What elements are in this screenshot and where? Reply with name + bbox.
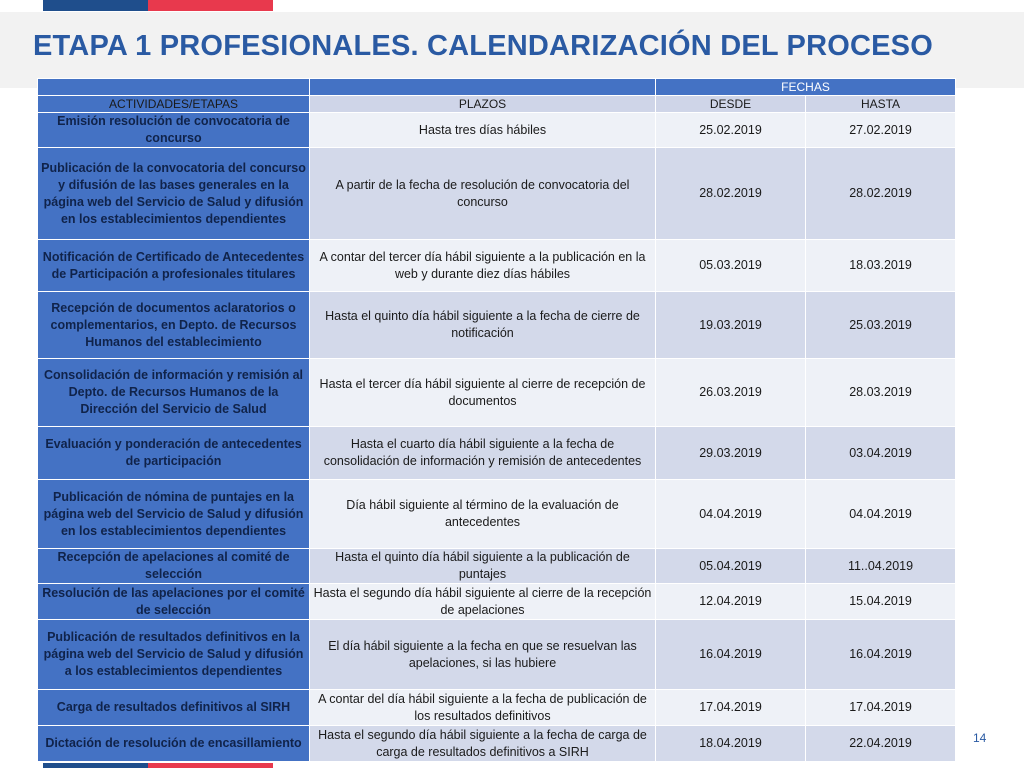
hasta-cell: 25.03.2019 xyxy=(806,292,956,359)
to-column-header: HASTA xyxy=(806,96,956,113)
activity-cell: Publicación de resultados definitivos en la página web del Servicio de Salud y difusión a los establecimientos dependientes xyxy=(38,620,310,690)
top-accent-bar-red xyxy=(148,0,273,11)
table-row xyxy=(38,292,956,359)
table-row xyxy=(38,549,956,584)
plazo-cell: A contar del día hábil siguiente a la fecha de publicación de los resultados definitivos xyxy=(310,690,656,726)
from-column-header: DESDE xyxy=(656,96,806,113)
header-blank-cell xyxy=(310,79,656,96)
desde-cell: 17.04.2019 xyxy=(656,690,806,726)
plazo-cell: Hasta el quinto día hábil siguiente a la fecha de cierre de notificación xyxy=(310,292,656,359)
table-row xyxy=(38,584,956,620)
hasta-cell: 18.03.2019 xyxy=(806,240,956,292)
activities-column-header: ACTIVIDADES/ETAPAS xyxy=(38,96,310,113)
hasta-cell: 27.02.2019 xyxy=(806,113,956,148)
desde-cell: 19.03.2019 xyxy=(656,292,806,359)
plazo-cell: Hasta el cuarto día hábil siguiente a la fecha de consolidación de información y remisión de antecedentes xyxy=(310,427,656,480)
table-column-header-row xyxy=(38,96,956,113)
slide-title: ETAPA 1 PROFESIONALES. CALENDARIZACIÓN DEL PROCESO xyxy=(33,30,933,62)
table-row xyxy=(38,726,956,762)
hasta-cell: 04.04.2019 xyxy=(806,480,956,549)
header-blank-cell xyxy=(38,79,310,96)
hasta-cell: 22.04.2019 xyxy=(806,726,956,762)
plazo-cell: A contar del tercer día hábil siguiente a la publicación en la web y durante diez días hábiles xyxy=(310,240,656,292)
activity-cell: Recepción de apelaciones al comité de selección xyxy=(38,549,310,584)
plazo-cell: Hasta tres días hábiles xyxy=(310,113,656,148)
activity-cell: Emisión resolución de convocatoria de concurso xyxy=(38,113,310,148)
table-row xyxy=(38,480,956,549)
table-row xyxy=(38,620,956,690)
table-row xyxy=(38,148,956,240)
desde-cell: 05.04.2019 xyxy=(656,549,806,584)
table-row xyxy=(38,240,956,292)
desde-cell: 12.04.2019 xyxy=(656,584,806,620)
top-accent-bar-blue xyxy=(43,0,148,11)
plazo-cell: Hasta el quinto día hábil siguiente a la publicación de puntajes xyxy=(310,549,656,584)
desde-cell: 04.04.2019 xyxy=(656,480,806,549)
table-row xyxy=(38,427,956,480)
desde-cell: 25.02.2019 xyxy=(656,113,806,148)
plazo-cell: Hasta el tercer día hábil siguiente al cierre de recepción de documentos xyxy=(310,359,656,427)
deadlines-column-header: PLAZOS xyxy=(310,96,656,113)
desde-cell: 26.03.2019 xyxy=(656,359,806,427)
activity-cell: Recepción de documentos aclaratorios o complementarios, en Depto. de Recursos Humanos del establecimiento xyxy=(38,292,310,359)
hasta-cell: 03.04.2019 xyxy=(806,427,956,480)
plazo-cell: Hasta el segundo día hábil siguiente a la fecha de carga de carga de resultados definitivos a SIRH xyxy=(310,726,656,762)
table-row xyxy=(38,359,956,427)
bottom-accent-bar-blue xyxy=(43,763,148,768)
hasta-cell: 28.02.2019 xyxy=(806,148,956,240)
plazo-cell: Hasta el segundo día hábil siguiente al cierre de la recepción de apelaciones xyxy=(310,584,656,620)
activity-cell: Publicación de la convocatoria del concurso y difusión de las bases generales en la página web del Servicio de Salud y difusión en los establecimientos dependientes xyxy=(38,148,310,240)
hasta-cell: 28.03.2019 xyxy=(806,359,956,427)
hasta-cell: 16.04.2019 xyxy=(806,620,956,690)
plazo-cell: Día hábil siguiente al término de la evaluación de antecedentes xyxy=(310,480,656,549)
bottom-accent-bar-red xyxy=(148,763,273,768)
activity-cell: Publicación de nómina de puntajes en la página web del Servicio de Salud y difusión en los establecimientos dependientes xyxy=(38,480,310,549)
table-group-header-row xyxy=(38,79,956,96)
activity-cell: Carga de resultados definitivos al SIRH xyxy=(38,690,310,726)
activity-cell: Dictación de resolución de encasillamiento xyxy=(38,726,310,762)
table-row xyxy=(38,113,956,148)
activity-cell: Evaluación y ponderación de antecedentes de participación xyxy=(38,427,310,480)
desde-cell: 18.04.2019 xyxy=(656,726,806,762)
activity-cell: Notificación de Certificado de Antecedentes de Participación a profesionales titulares xyxy=(38,240,310,292)
plazo-cell: A partir de la fecha de resolución de convocatoria del concurso xyxy=(310,148,656,240)
desde-cell: 16.04.2019 xyxy=(656,620,806,690)
desde-cell: 28.02.2019 xyxy=(656,148,806,240)
desde-cell: 05.03.2019 xyxy=(656,240,806,292)
hasta-cell: 11..04.2019 xyxy=(806,549,956,584)
activity-cell: Resolución de las apelaciones por el comité de selección xyxy=(38,584,310,620)
fechas-group-header: FECHAS xyxy=(656,79,956,96)
hasta-cell: 17.04.2019 xyxy=(806,690,956,726)
table-row xyxy=(38,690,956,726)
desde-cell: 29.03.2019 xyxy=(656,427,806,480)
plazo-cell: El día hábil siguiente a la fecha en que se resuelvan las apelaciones, si las hubiere xyxy=(310,620,656,690)
schedule-table xyxy=(37,78,956,762)
activity-cell: Consolidación de información y remisión al Depto. de Recursos Humanos de la Dirección del Servicio de Salud xyxy=(38,359,310,427)
page-number: 14 xyxy=(973,731,987,745)
hasta-cell: 15.04.2019 xyxy=(806,584,956,620)
